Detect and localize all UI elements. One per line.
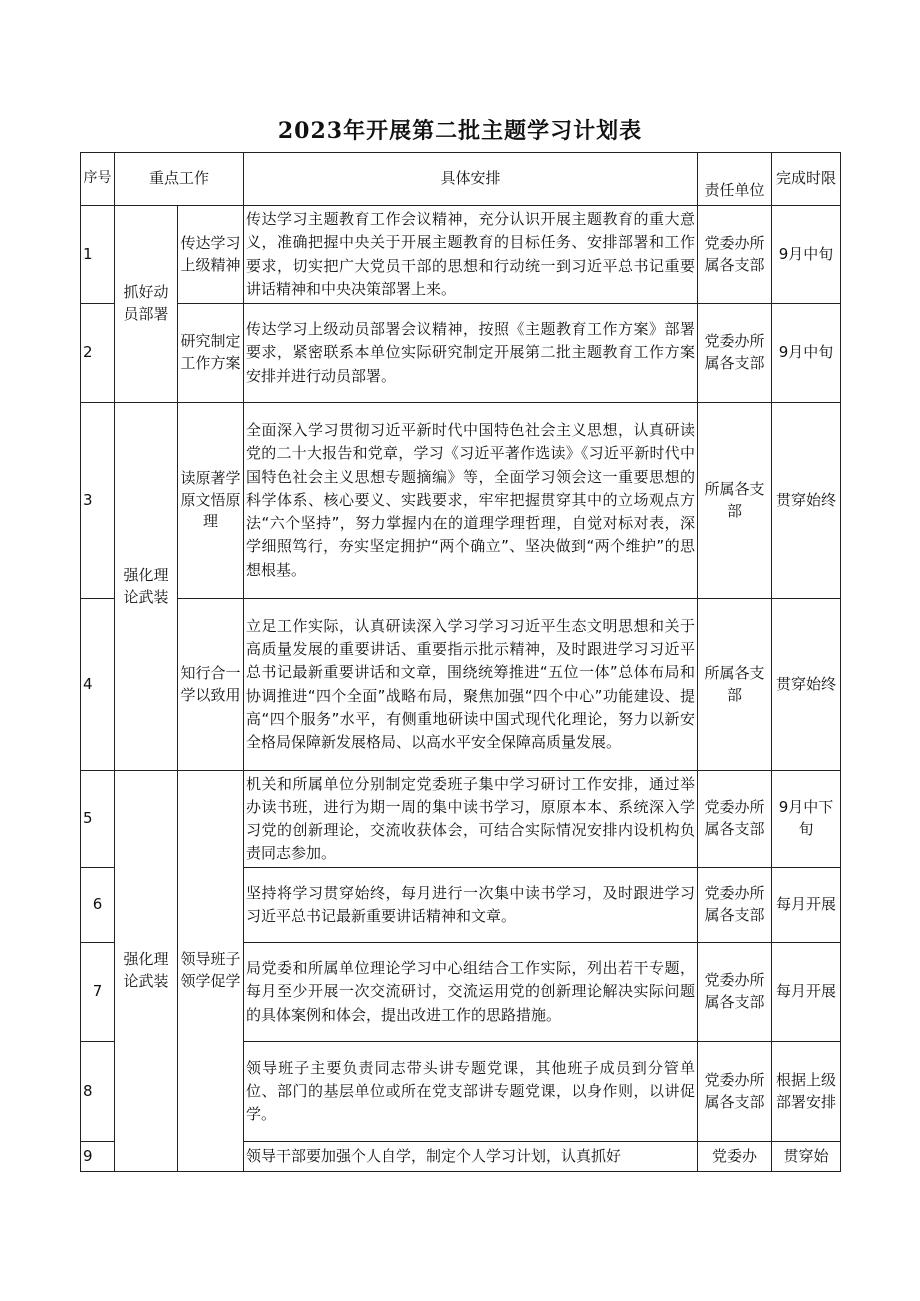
key-work-item: 读原著学原文悟原理 [178, 403, 244, 599]
arrangement-text: 局党委和所属单位理论学习中心组结合工作实际，列出若干专题，每月至少开展一次交流研讨，交流运用党的创新理论解决实际问题的具体案例和体会，提出改进工作的思路措施。 [244, 943, 698, 1042]
deadline-value: 每月开展 [772, 868, 841, 943]
header-row [81, 153, 841, 206]
row-number: 1 [81, 206, 115, 304]
responsible-unit: 所属各支部 [698, 403, 772, 599]
responsible-unit: 党委办 [698, 1142, 772, 1172]
table-row [81, 304, 841, 403]
deadline-value: 9月中旬 [772, 304, 841, 403]
deadline-value: 每月开展 [772, 943, 841, 1042]
table-row [81, 599, 841, 771]
header-seq: 序号 [81, 153, 115, 206]
responsible-unit: 党委办所属各支部 [698, 206, 772, 304]
row-number: 9 [81, 1142, 115, 1172]
header-deadline: 完成时限 [772, 153, 841, 206]
row-number: 4 [81, 599, 115, 771]
deadline-value: 9月中旬 [772, 206, 841, 304]
responsible-unit: 党委办所属各支部 [698, 304, 772, 403]
category-mobilization: 抓好动员部署 [115, 206, 178, 403]
row-number: 5 [81, 771, 115, 868]
table-row [81, 403, 841, 599]
header-arrangement: 具体安排 [244, 153, 698, 206]
arrangement-text: 传达学习主题教育工作会议精神，充分认识开展主题教育的重大意义，准确把握中央关于开展主题教育的目标任务、安排部署和工作要求，切实把广大党员干部的思想和行动统一到习近平总书记重要讲话精神和中央决策部署上来。 [244, 206, 698, 304]
deadline-value: 根据上级部署安排 [772, 1042, 841, 1142]
row-number: 3 [81, 403, 115, 599]
page-title: 2023年开展第二批主题学习计划表 [277, 118, 643, 144]
header-key-work: 重点工作 [115, 153, 244, 206]
arrangement-text: 全面深入学习贯彻习近平新时代中国特色社会主义思想，认真研读党的二十大报告和党章，学习《习近平著作选读》《习近平新时代中国特色社会主义思想专题摘编》等，全面学习领会这一重要思想的科学体系、核心要义、实践要求，牢牢把握贯穿其中的立场观点方法“六个坚持”，努力掌握内在的道理学理哲理，自觉对标对表，深学细照笃行，夯实坚定拥护“两个确立”、坚决做到“两个维护”的思想根基。 [244, 403, 698, 599]
arrangement-text: 领导干部要加强个人自学，制定个人学习计划，认真抓好 [244, 1142, 698, 1172]
deadline-value: 贯穿始 [772, 1142, 841, 1172]
arrangement-text: 传达学习上级动员部署会议精神，按照《主题教育工作方案》部署要求，紧密联系本单位实际研究制定开展第二批主题教育工作方案安排并进行动员部署。 [244, 304, 698, 403]
responsible-unit: 所属各支部 [698, 599, 772, 771]
header-responsible: 责任单位 [698, 153, 772, 206]
arrangement-text: 立足工作实际，认真研读深入学习学习习近平生态文明思想和关于高质量发展的重要讲话、重要指示批示精神，及时跟进学习习近平总书记最新重要讲话和文章，围绕统筹推进“五位一体”总体布局和协调推进“四个全面”战略布局，聚焦加强“四个中心”功能建设、提高“四个服务”水平，有侧重地研读中国式现代化理论，努力以新安全格局保障新发展格局、以高水平安全保障高质量发展。 [244, 599, 698, 771]
table-row [81, 206, 841, 304]
deadline-value: 贯穿始终 [772, 599, 841, 771]
row-number: 6 [81, 868, 115, 943]
arrangement-text: 机关和所属单位分别制定党委班子集中学习研讨工作安排，通过举办读书班，进行为期一周的集中读书学习，原原本本、系统深入学习党的创新理论，交流收获体会，可结合实际情况安排内设机构负责同志参加。 [244, 771, 698, 868]
responsible-unit: 党委办所属各支部 [698, 1042, 772, 1142]
row-number: 7 [81, 943, 115, 1042]
table-row [81, 771, 841, 868]
key-work-item: 传达学习上级精神 [178, 206, 244, 304]
key-work-item: 知行合一学以致用 [178, 599, 244, 771]
arrangement-text: 领导班子主要负责同志带头讲专题党课，其他班子成员到分管单位、部门的基层单位或所在党支部讲专题党课，以身作则，以讲促学。 [244, 1042, 698, 1142]
deadline-value: 9月中下旬 [772, 771, 841, 868]
deadline-value: 贯穿始终 [772, 403, 841, 599]
key-work-item: 研究制定工作方案 [178, 304, 244, 403]
responsible-unit: 党委办所属各支部 [698, 943, 772, 1042]
responsible-unit: 党委办所属各支部 [698, 868, 772, 943]
responsible-unit: 党委办所属各支部 [698, 771, 772, 868]
arrangement-text: 坚持将学习贯穿始终，每月进行一次集中读书学习，及时跟进学习习近平总书记最新重要讲话精神和文章。 [244, 868, 698, 943]
category-theory-leaders: 强化理论武装 [115, 771, 178, 1172]
row-number: 8 [81, 1042, 115, 1142]
study-plan-table [80, 152, 841, 1172]
key-work-item: 领导班子领学促学 [178, 771, 244, 1172]
row-number: 2 [81, 304, 115, 403]
category-theory: 强化理论武装 [115, 403, 178, 771]
